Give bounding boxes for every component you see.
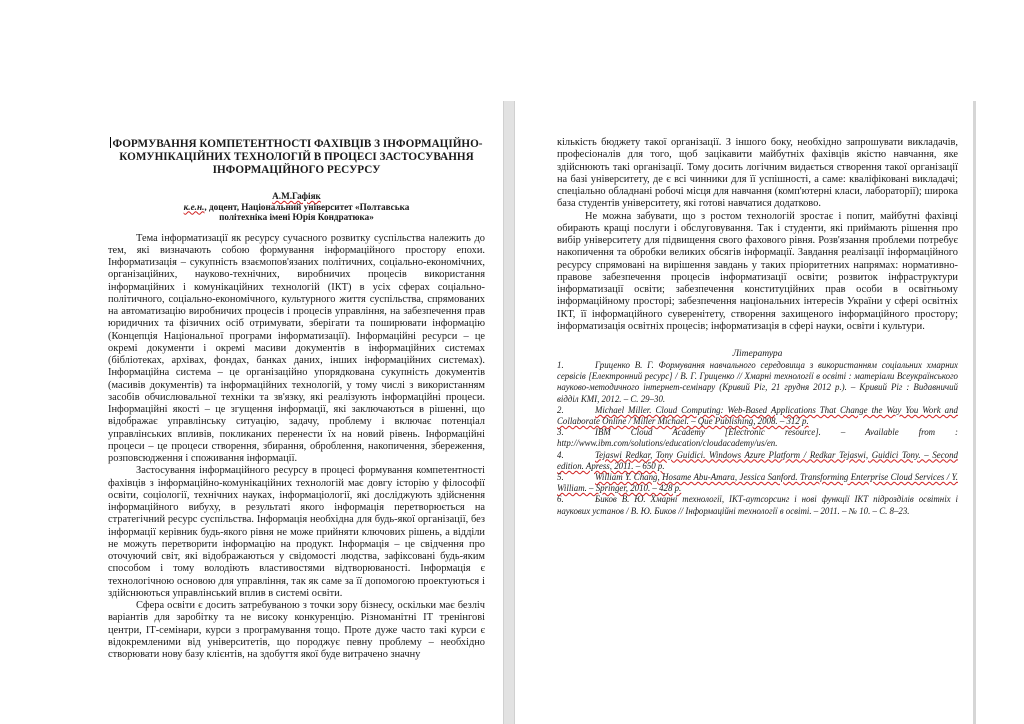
author-affiliation-1: , доцент, Національний університет «Полтавська (204, 201, 410, 212)
item-number: 4. (557, 449, 564, 460)
item-text: Гриценко В. Г. Формування навчального середовища з використанням соціальних хмарних сервісів [Електронний ресурс] / В. Г. Гриценко // Хмарні технології в освіті : матеріали Всеукраїнського науково-методичного інтернет-семінару (Кривий Ріг, 21 грудня 2012 р.). – Кривий Ріг : Видавничий відділ КМІ, 2012. – С. 29–30. (557, 360, 958, 404)
literature-item (557, 494, 958, 516)
literature-heading: Література (732, 349, 783, 359)
literature-item (557, 360, 958, 405)
page-gap (503, 101, 515, 724)
author-degree: к.е.н. (183, 201, 205, 212)
author-name: А.М.Гафіяк (272, 191, 321, 201)
author-affiliation-2: політехніка імені Юрія Кондратюка» (219, 212, 374, 222)
item-number: 5. (557, 472, 564, 483)
page-left (108, 137, 485, 661)
article-title (108, 137, 485, 177)
item-text: Биков В. Ю. Хмарні технології, ІКТ-аутсорсинг і нові функції ІКТ підрозділів освітніх і наукових установ / В. Ю. Биков // Інформаційні технології в освіті. – 2011. – № 10. – С. 8–23. (557, 494, 958, 516)
page-edge (973, 101, 976, 724)
literature-item (557, 450, 958, 472)
item-text: Michael Miller. Cloud Computing: Web-Based Applications That Change the Way You Work and Collaborate Online / Miller Michael. – Que Publishing, 2008. – 312 p. (557, 404, 958, 427)
item-text: IBM Cloud Academy [Electronic resource]. – Available from : http://www.ibm.com/solutions/education/cloudacademy/us/en. (557, 427, 958, 449)
paragraph: Сфера освіти є досить затребуваною з точки зору бізнесу, оскільки має безліч варіантів для заробітку та не високу конкуренцію. Різноманітні ІТ тренінгові центри, ІТ-семінари, курси з програмування тощо. Проте дуже часто такі курси є відокремленими від університетів, що породжує певну проблему – необхідно створювати нову базу клієнтів, на здобуття якої буде витрачено значну (108, 600, 485, 660)
paragraph: Не можна забувати, що з ростом технологій зростає і попит, майбутні фахівці обирають кращі послуги і обслуговування. Так і студенти, які приймають рішення про вибір університету для підвищення свого фахового рівня. Розв'язання проблеми потребує накопичення та обробки великих обсягів інформації. Завдання реалізації інформаційного ресурсу спрямовані на вирішення завдань у таких пріоритетних напрямах: нормативно-правове забезпечення процесів інформатизації освіти; розвиток інфраструктури інформатизації освіти; забезпечення конституційних прав особи в освітньому інформаційному просторі; забезпечення національних інтересів України у сфері освітніх ІКТ, її інформаційного суверенітету, створення захищеного інформаційного простору; інформатизація освітніх процесів; інформатизація в сфері науки, освіти і культури. (557, 210, 958, 332)
item-text: William Y. Chang, Hosame Abu-Amara, Jessica Sanford. Transforming Enterprise Cloud Services / Y. William. – Springer, 2010. – 428 p. (557, 472, 958, 494)
paragraph-continuation: кількість бюджету такої організації. З іншого боку, необхідно запрошувати викладачів, професіоналів для того, щоб зацікавити майбутніх фахівців якістю навчання, яке здійснюють такі організації. Тому досить логічним видається створення такої організації на базі університету, де є всі чинники для її успішності, а саме: кваліфіковані викладачі; спеціально обладнані робочі місця для навчання (комп'ютерні класи, лабораторії); широка база студентів університету, які готові навчатися додатково. (557, 137, 958, 210)
paragraph: Тема інформатизації як ресурсу сучасного розвитку суспільства належить до тем, які визначають собою формування інформаційного простору епохи. Інформатизація – сукупність взаємопов'язаних політичних, соціально-економічних, організаційних, науково-технічних, виробничих процесів використання інформаційних і комунікаційних технологій (ІКТ) в усіх сферах соціально-політичного, соціально-економічного, культурного життя суспільства, спрямованих на автоматизацію виробничих процесів і процесів управління, на забезпечення прав юридичних та фізичних осіб отримувати, зберігати та поширювати інформацію (Концепція Національної програми інформатизації). Інформаційні ресурси – це окремі документи і окремі масиви документів в інформаційних системах (бібліотеках, архівах, фондах, банках даних, інших інформаційних системах). Інформаційна система – це організаційно упорядкована сукупність документів (масивів документів) та інформаційних технологій, у тому числі з використанням засобів обчислювальної техніки та зв'язку, які реалізують інформаційні процеси. Інформаційні якості – це згущення інформації, які заключаються в рішенні, що відображає управлінську ситуацію, задачу, проблему і включає потенціал управлінських впливів, покликаних перенести їх на новий рівень. Інформаційні процеси – це процеси створення, збирання, оброблення, накопичення, збереження, розповсюдження і споживання інформації. (108, 232, 485, 464)
paragraph: Застосування інформаційного ресурсу в процесі формування компетентності фахівців з інформаційно-комунікаційних технологій має довгу історію у філософії освіти, соціології, технічних науках, інформаціології, які досліджують здійснення інформаційного вибуху, в результаті якого інформація перетворюється на стратегічний ресурс суспільства. Інформація необхідна для будь-якої організації, без інформації керівник будь-якого рівня не може прийняти ключових рішень, а відділи не можуть перетворити інформацію на продукт. Інформація – це свідчення про оточуючий світ, які відображаються у свідомості людства, зафіксовані будь-яким способом і тому володіють властивостями відтворюваності. Інформація є технологічною основою для управління, так як саме за її допомогою проектуються і здійснюються управлінський вплив в системі освіти. (108, 465, 485, 599)
item-number: 1. (557, 360, 564, 370)
left-body (108, 233, 485, 662)
article-title-text: ФОРМУВАННЯ КОМПЕТЕНТНОСТІ ФАХІВЦІВ З ІНФОРМАЦІЙНО-КОМУНІКАЦІЙНИХ ТЕХНОЛОГІЙ В ПРОЦЕСІ ЗАСТОСУВАННЯ ІНФОРМАЦІЙНОГО РЕСУРСУ (112, 138, 483, 176)
literature-item (557, 472, 958, 494)
item-number: 3. (557, 427, 564, 438)
item-number: 2. (557, 404, 564, 415)
literature-item (557, 405, 958, 427)
literature-item (557, 427, 958, 449)
page-right (557, 137, 958, 517)
author-block (108, 191, 485, 223)
item-text: Tejaswi Redkar, Tony Guidici. Windows Azure Platform / Redkar Tejaswi, Guidici Tony. – Second edition. Apress, 2011. – 650 p. (557, 449, 958, 471)
item-number: 6. (557, 494, 564, 505)
